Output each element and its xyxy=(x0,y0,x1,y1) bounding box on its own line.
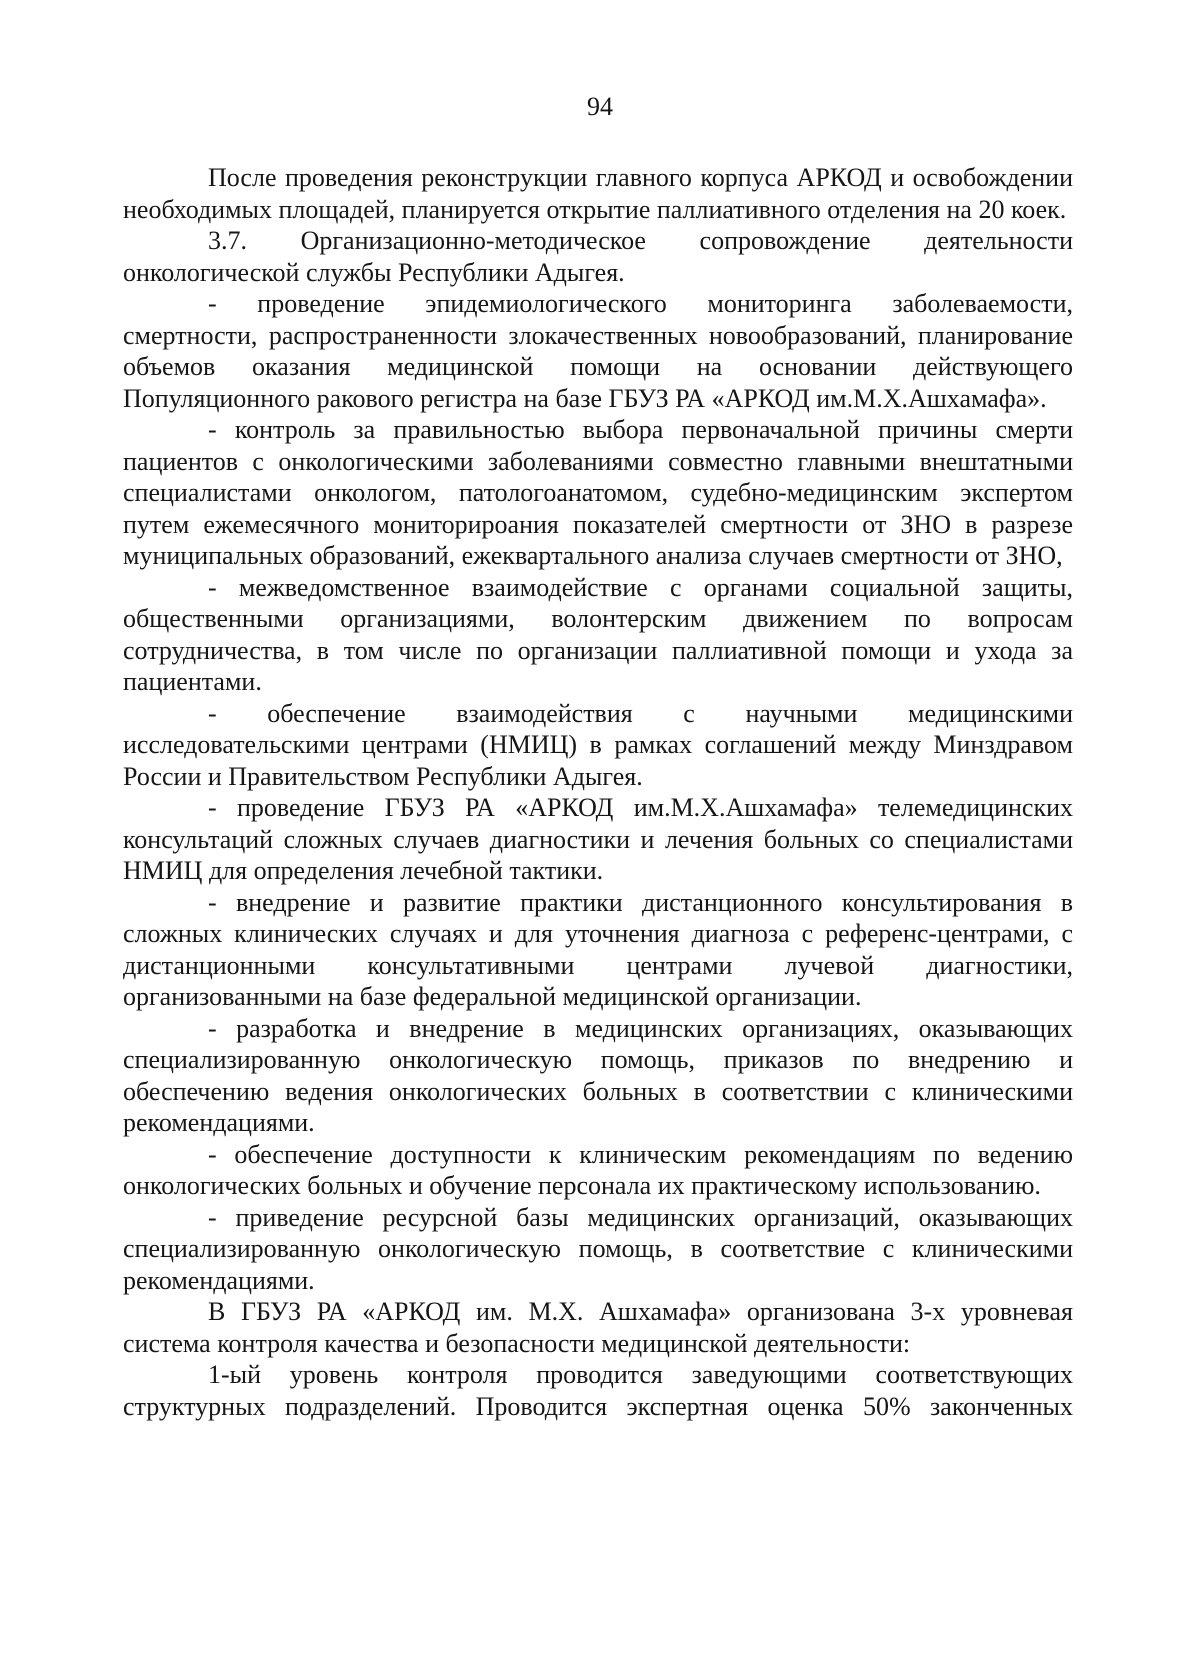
paragraph-section-3-7-heading: 3.7. Организационно-методическое сопровождение деятельности онкологической службы Республики Адыгея. xyxy=(123,226,1073,287)
page-number: 94 xyxy=(587,92,613,121)
paragraph-epidemiological-monitoring: - проведение эпидемиологического мониторинга заболеваемости, смертности, распространенности злокачественных новообразований, планирование объемов оказания медицинской помощи на основании действующего Популяционного ракового регистра на базе ГБУЗ РА «АРКОД им.М.Х.Ашхамафа». xyxy=(123,289,1073,413)
paragraph-resource-base: - приведение ресурсной базы медицинских организаций, оказывающих специализированную онкологическую помощь, в соответствие с клиническими рекомендациями. xyxy=(123,1202,1073,1295)
paragraph-interagency-cooperation: - межведомственное взаимодействие с органами социальной защиты, общественными организациями, волонтерским движением по вопросам сотрудничества, в том числе по организации паллиативной помощи и ухода за пациентами. xyxy=(123,572,1073,696)
paragraph-remote-consulting: - внедрение и развитие практики дистанционного консультирования в сложных клинических случаях и для уточнения диагноза с референс-центрами, с дистанционными консультативными центрами лучевой диагностики, организованными на базе федеральной медицинской организации. xyxy=(123,887,1073,1011)
paragraph-first-level-control: 1-ый уровень контроля проводится заведующими соответствующих структурных подразделений. Проводится экспертная оценка 50% законченных xyxy=(123,1360,1073,1421)
paragraph-nmic-cooperation: - обеспечение взаимодействия с научными медицинскими исследовательскими центрами (НМИЦ) в рамках соглашений между Минздравом России и Правительством Республики Адыгея. xyxy=(123,698,1073,791)
paragraph-death-cause-control: - контроль за правильностью выбора первоначальной причины смерти пациентов с онкологическими заболеваниями совместно главными внештатными специалистами онкологом, патологоанатомом, судебно-медицинским экспертом путем ежемесячного мониторироания показателей смертности от ЗНО в разрезе муниципальных образований, ежеквартального анализа случаев смертности от ЗНО, xyxy=(123,415,1073,570)
paragraph-telemedicine-consultations: - проведение ГБУЗ РА «АРКОД им.М.Х.Ашхамафа» телемедицинских консультаций сложных случаев диагностики и лечения больных со специалистами НМИЦ для определения лечебной тактики. xyxy=(123,793,1073,885)
paragraph-palliative-department: После проведения реконструкции главного корпуса АРКОД и освобождении необходимых площадей, планируется открытие паллиативного отделения на 20 коек. xyxy=(123,163,1073,224)
paragraph-guidelines-access: - обеспечение доступности к клиническим рекомендациям по ведению онкологических больных и обучение персонала их практическому использованию. xyxy=(123,1139,1073,1200)
document-body xyxy=(123,162,1073,1422)
paragraph-quality-control-system: В ГБУЗ РА «АРКОД им. М.Х. Ашхамафа» организована 3-х уровневая система контроля качества и безопасности медицинской деятельности: xyxy=(123,1297,1073,1358)
paragraph-orders-implementation: - разработка и внедрение в медицинских организациях, оказывающих специализированную онкологическую помощь, приказов по внедрению и обеспечению ведения онкологических больных в соответствии с клиническими рекомендациями. xyxy=(123,1013,1073,1137)
